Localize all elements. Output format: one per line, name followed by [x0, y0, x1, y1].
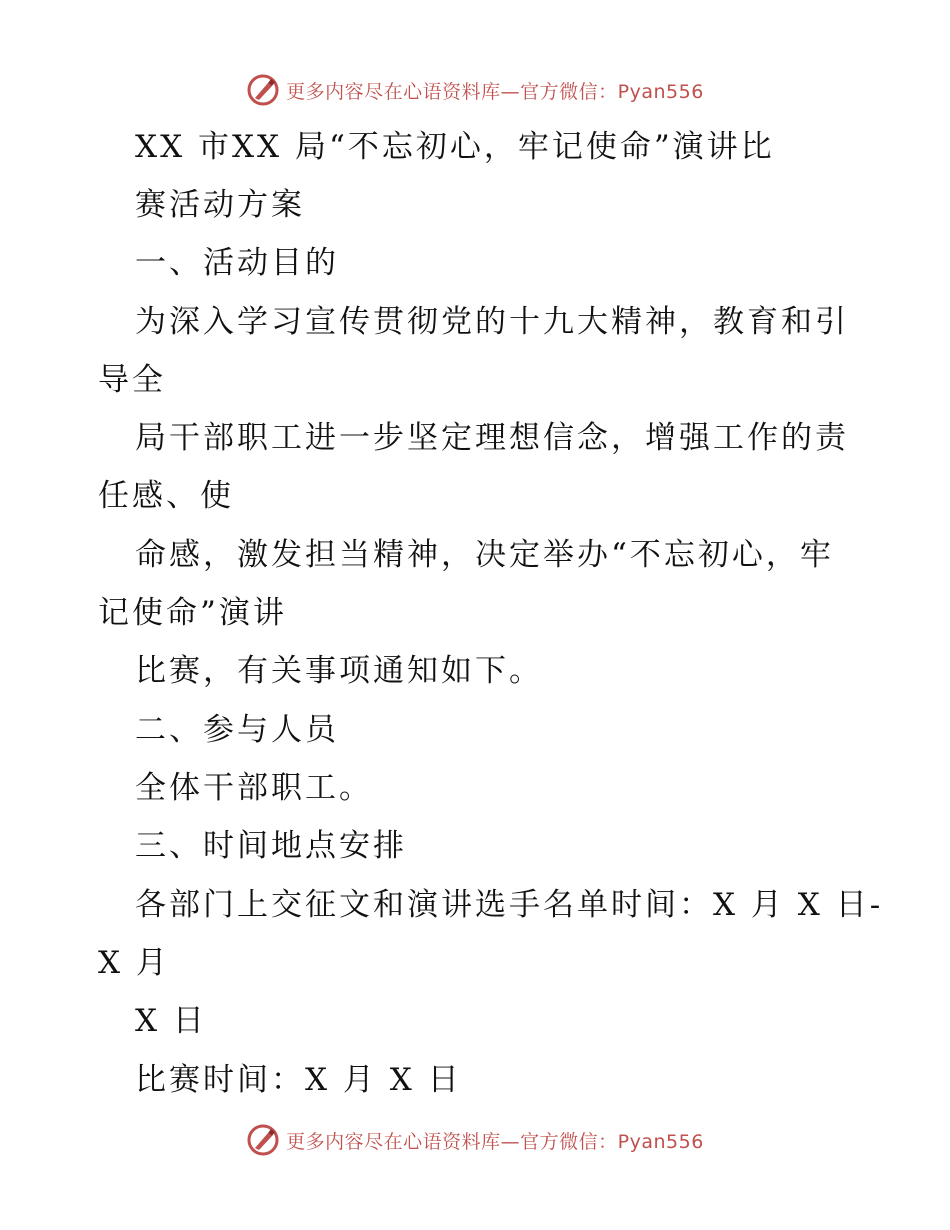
watermark-footer — [0, 1120, 950, 1160]
paragraph-line: X 日 — [135, 1003, 207, 1039]
paragraph-line: 导全 — [98, 362, 166, 398]
paragraph-line: 任感、使 — [98, 478, 234, 514]
watermark-handle: Pyan556 — [617, 80, 704, 103]
pen-logo-icon — [246, 1123, 280, 1157]
section3-heading: 三、时间地点安排 — [135, 828, 407, 864]
watermark-text: 更多内容尽在心语资料库—官方微信：Pyan556 — [286, 1130, 704, 1153]
pen-logo-icon — [246, 73, 280, 107]
section1-heading: 一、活动目的 — [135, 245, 339, 281]
paragraph-line: 各部门上交征文和演讲选手名单时间：X 月 X 日- — [135, 887, 884, 923]
watermark-header — [0, 70, 950, 110]
paragraph-line: 命感，激发担当精神，决定举办“不忘初心，牢 — [135, 537, 834, 573]
paragraph-line: 局干部职工进一步坚定理想信念，增强工作的责 — [135, 420, 849, 456]
document-title-line1: XX 市XX 局“不忘初心，牢记使命”演讲比 — [135, 129, 775, 165]
paragraph-line: 比赛，有关事项通知如下。 — [135, 653, 543, 689]
paragraph-line: X 月 — [98, 945, 170, 981]
watermark-text: 更多内容尽在心语资料库—官方微信：Pyan556 — [286, 80, 704, 103]
section2-heading: 二、参与人员 — [135, 712, 339, 748]
paragraph-line: 全体干部职工。 — [135, 770, 373, 806]
document-title-line2: 赛活动方案 — [135, 187, 305, 223]
paragraph-line: 为深入学习宣传贯彻党的十九大精神，教育和引 — [135, 304, 849, 340]
paragraph-line: 记使命”演讲 — [98, 595, 287, 631]
paragraph-line: 比赛时间：X 月 X 日 — [135, 1062, 462, 1098]
watermark-handle: Pyan556 — [617, 1130, 704, 1153]
